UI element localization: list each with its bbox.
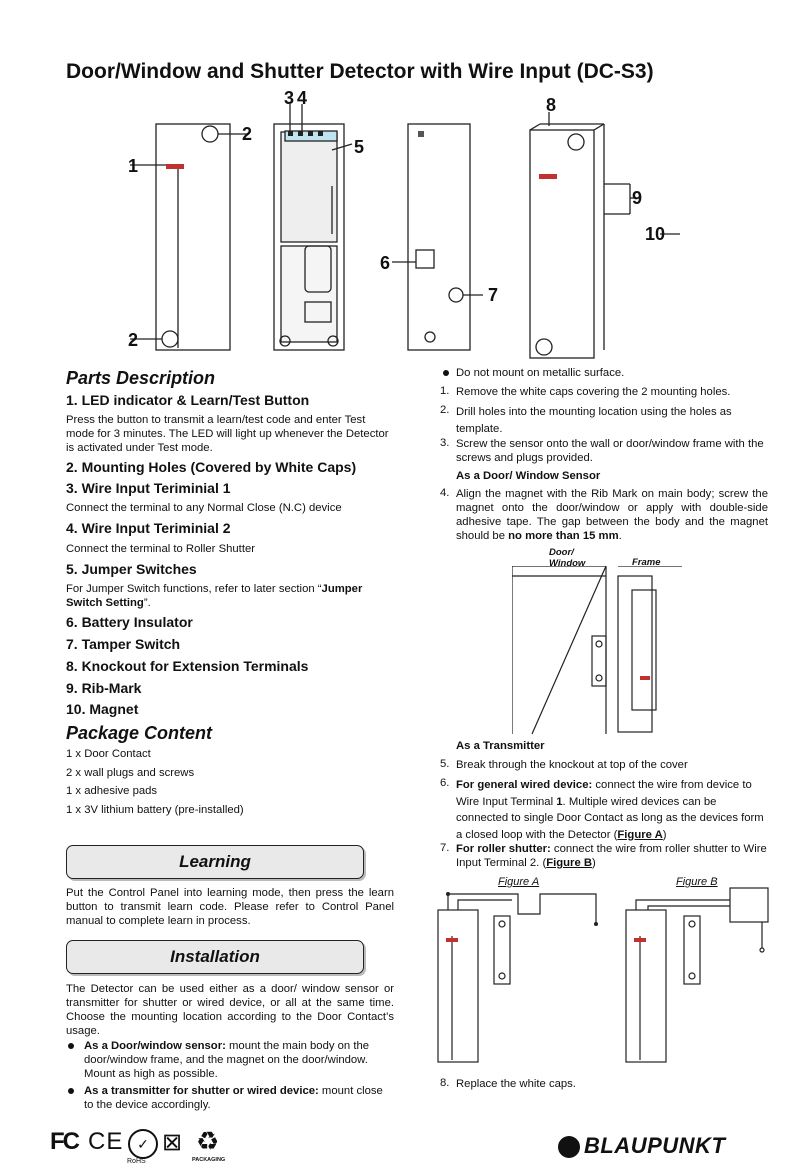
- as-transmitter-heading: As a Transmitter: [456, 740, 545, 752]
- figure-a-caption: Figure A: [498, 876, 540, 888]
- step-number: 3.: [440, 437, 450, 449]
- part-1-text: Press the button to transmit a learn/test code and enter Test mode for 3 minutes. The LED will light up whenever the Detector is activated under Test mode.: [66, 414, 389, 454]
- install-bullet-1: [84, 1039, 384, 1081]
- part-8-title: 8. Knockout for Extension Terminals: [66, 658, 309, 674]
- part-9-title: 9. Rib-Mark: [66, 680, 142, 696]
- step-6: [456, 777, 768, 843]
- step-6-text-c: . Multiple wired devices can be connected to single Door Contact as long as the devices form a closed loop with the Detector (: [456, 795, 764, 841]
- installation-banner: Installation: [66, 940, 364, 974]
- brand-logo: BLAUPUNKT: [584, 1133, 726, 1158]
- part-1-title: 1. LED indicator & Learn/Test Button: [66, 392, 310, 408]
- label-1: 1: [128, 156, 139, 176]
- part-4-text: Connect the terminal to Roller Shutter: [66, 543, 256, 555]
- label-7: 7: [488, 285, 499, 305]
- page-title: Door/Window and Shutter Detector with Wire Input (DC-S3): [66, 60, 654, 83]
- parts-heading: Parts Description: [66, 368, 216, 388]
- fig-frame-label: Frame: [632, 557, 661, 568]
- step-6-text-a: connect the wire from device to Wire Input Terminal: [456, 779, 752, 808]
- label-6: 6: [380, 253, 391, 273]
- fc-logo: FC: [50, 1128, 78, 1155]
- rohs-check-icon: ✓: [128, 1129, 158, 1159]
- step-2: Drill holes into the mounting location using the holes as template.: [456, 406, 732, 435]
- label-8: 8: [546, 95, 557, 115]
- package-item: 1 x adhesive pads: [66, 785, 158, 797]
- label-5: 5: [354, 137, 365, 157]
- label-2-top: 2: [242, 124, 253, 144]
- label-3: 3: [284, 88, 295, 108]
- step-number: 7.: [440, 842, 450, 854]
- learning-text: Put the Control Panel into learning mode, then press the learn button to transmit learn code. Please refer to Control Panel manual to complete learn in process.: [66, 887, 394, 927]
- package-heading: Package Content: [66, 723, 213, 743]
- figure-b-ref: Figure B: [546, 857, 593, 869]
- gap-limit: no more than 15 mm: [508, 530, 619, 542]
- front-unit: [156, 124, 230, 350]
- part-5-text-a: For Jumper Switch functions, refer to later section “: [66, 583, 322, 595]
- rohs-label: RoHS: [127, 1158, 146, 1165]
- part-7-title: 7. Tamper Switch: [66, 636, 181, 652]
- bullet-icon: [443, 370, 449, 376]
- install-bullet-2-bold: As a transmitter for shutter or wired device:: [84, 1085, 319, 1097]
- weee-bin-icon: ⊠: [162, 1129, 183, 1156]
- step-number: 1.: [440, 385, 450, 397]
- part-3-text: Connect the terminal to any Normal Close (N.C) device: [66, 502, 342, 514]
- figure-a-ref: Figure A: [617, 828, 663, 841]
- part-5-text-c: ”.: [143, 597, 151, 609]
- step-8: Replace the white caps.: [456, 1078, 576, 1090]
- package-item: 1 x Door Contact: [66, 748, 151, 760]
- label-4: 4: [297, 88, 308, 108]
- door-window-figure: [512, 566, 682, 736]
- package-item: 1 x 3V lithium battery (pre-installed): [66, 804, 244, 816]
- part-5-text: [66, 582, 386, 610]
- fig-window-text: Window: [549, 558, 586, 569]
- step-5: Break through the knockout at top of the cover: [456, 759, 688, 771]
- wiring-figures: [434, 884, 774, 1064]
- step-3: Screw the sensor onto the wall or door/window frame with the screws and plugs provided.: [456, 438, 764, 464]
- brand-dot-icon: [558, 1136, 580, 1158]
- package-item: 2 x wall plugs and screws: [66, 767, 195, 779]
- step-4: [456, 487, 768, 543]
- part-4-title: 4. Wire Input Teriminial 2: [66, 520, 231, 536]
- fig-door-label: [549, 547, 585, 569]
- step-1: Remove the white caps covering the 2 mounting holes.: [456, 386, 731, 398]
- angled-unit: [530, 130, 594, 358]
- install-bullet-2: [84, 1084, 394, 1112]
- step-6-end: ): [662, 828, 667, 841]
- step-7-end: ): [592, 857, 596, 869]
- bullet-icon: [68, 1043, 74, 1049]
- part-6-title: 6. Battery Insulator: [66, 614, 193, 630]
- fig-door-text: Door/: [549, 547, 574, 558]
- as-door-heading: As a Door/ Window Sensor: [456, 470, 601, 482]
- step-7-bold: For roller shutter:: [456, 843, 551, 855]
- step-number: 5.: [440, 758, 450, 770]
- label-10: 10: [645, 224, 666, 244]
- part-10-title: 10. Magnet: [66, 701, 139, 717]
- back-unit: [408, 124, 470, 350]
- ce-logo: CE: [88, 1128, 124, 1155]
- part-3-title: 3. Wire Input Teriminial 1: [66, 480, 231, 496]
- step-6-bold: For general wired device:: [456, 779, 593, 791]
- install-bullet-1-text: mount the main body on the door/window frame, and the magnet on the door/window. Mount as high as possible.: [84, 1040, 370, 1080]
- mounting-hole-top: [202, 126, 218, 142]
- metal-warning: Do not mount on metallic surface.: [456, 367, 625, 379]
- step-7: [456, 842, 768, 870]
- label-9: 9: [632, 188, 643, 208]
- step-number: 8.: [440, 1077, 450, 1089]
- installation-text: The Detector can be used either as a door/ window sensor or transmitter for shutter or wired device, or all at the same time. Choose the mounting location according to the Door Contact’s usage.: [66, 983, 394, 1037]
- figure-b-caption: Figure B: [676, 876, 718, 888]
- step-number: 6.: [440, 777, 450, 789]
- step-4-text: Align the magnet with the Rib Mark on main body; screw the magnet onto the door/window or apply with double-side adhesive tape. The gap between the body and the magnet should be: [456, 488, 768, 542]
- step-number: 4.: [440, 487, 450, 499]
- part-2-title: 2. Mounting Holes (Covered by White Caps): [66, 459, 357, 475]
- terminal-number: 1: [556, 795, 563, 808]
- packaging-label: PACKAGING: [192, 1157, 226, 1163]
- product-diagram: [120, 86, 680, 361]
- step-number: 2.: [440, 404, 450, 416]
- step-4-end: .: [618, 530, 622, 542]
- install-bullet-2-text: mount close to the device accordingly.: [84, 1085, 383, 1111]
- learning-banner: Learning: [66, 845, 364, 879]
- recycle-icon: ♻: [196, 1126, 220, 1156]
- install-bullet-1-bold: As a Door/window sensor:: [84, 1040, 226, 1052]
- mounting-hole-bottom: [162, 331, 178, 347]
- jumper-setting-ref: Jumper Switch Setting: [66, 583, 363, 609]
- bullet-icon: [68, 1088, 74, 1094]
- label-2-bottom: 2: [128, 330, 139, 350]
- step-7-text: connect the wire from roller shutter to Wire Input Terminal 2. (: [456, 843, 767, 869]
- part-5-title: 5. Jumper Switches: [66, 561, 197, 577]
